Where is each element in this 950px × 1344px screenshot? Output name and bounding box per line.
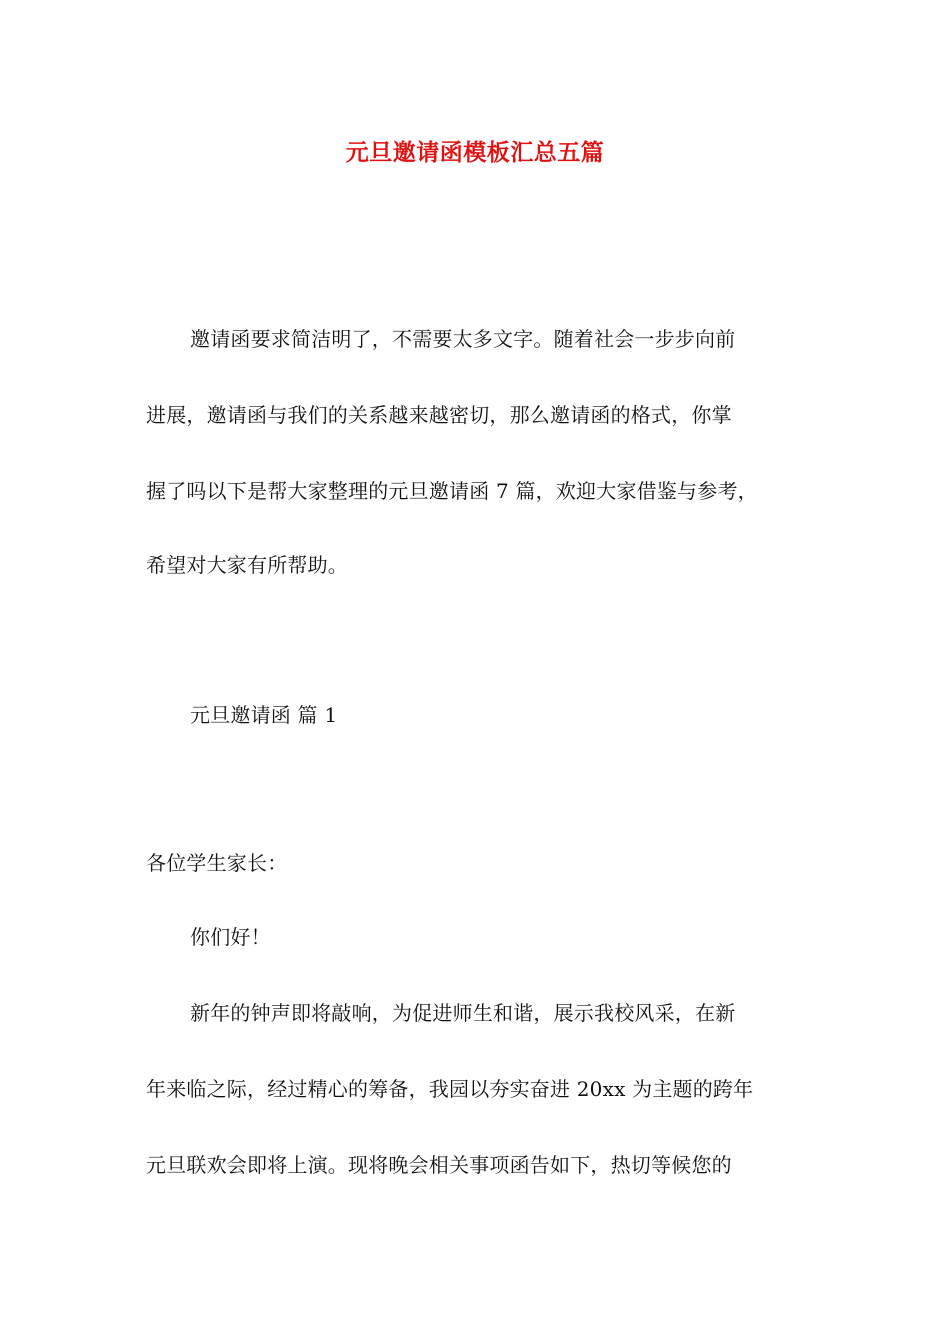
body-line-2: 年来临之际，经过精心的筹备，我园以夯实奋进 20xx 为主题的跨年 — [146, 1077, 754, 1101]
section-heading: 元旦邀请函 篇 1 — [190, 703, 338, 727]
salutation: 各位学生家长： — [146, 851, 288, 875]
intro-line-4: 希望对大家有所帮助。 — [146, 553, 348, 577]
greeting: 你们好！ — [190, 925, 271, 949]
intro-line-3: 握了吗以下是帮大家整理的元旦邀请函 7 篇，欢迎大家借鉴与参考， — [146, 479, 758, 503]
intro-line-2: 进展，邀请函与我们的关系越来越密切，那么邀请函的格式，你掌 — [146, 403, 732, 427]
body-line-3: 元旦联欢会即将上演。现将晚会相关事项函告如下，热切等候您的 — [146, 1153, 732, 1177]
body-line-1: 新年的钟声即将敲响，为促进师生和谐，展示我校风采，在新 — [190, 1001, 736, 1025]
document-title: 元旦邀请函模板汇总五篇 — [345, 139, 605, 166]
intro-line-1: 邀请函要求简洁明了，不需要太多文字。随着社会一步步向前 — [190, 327, 736, 351]
